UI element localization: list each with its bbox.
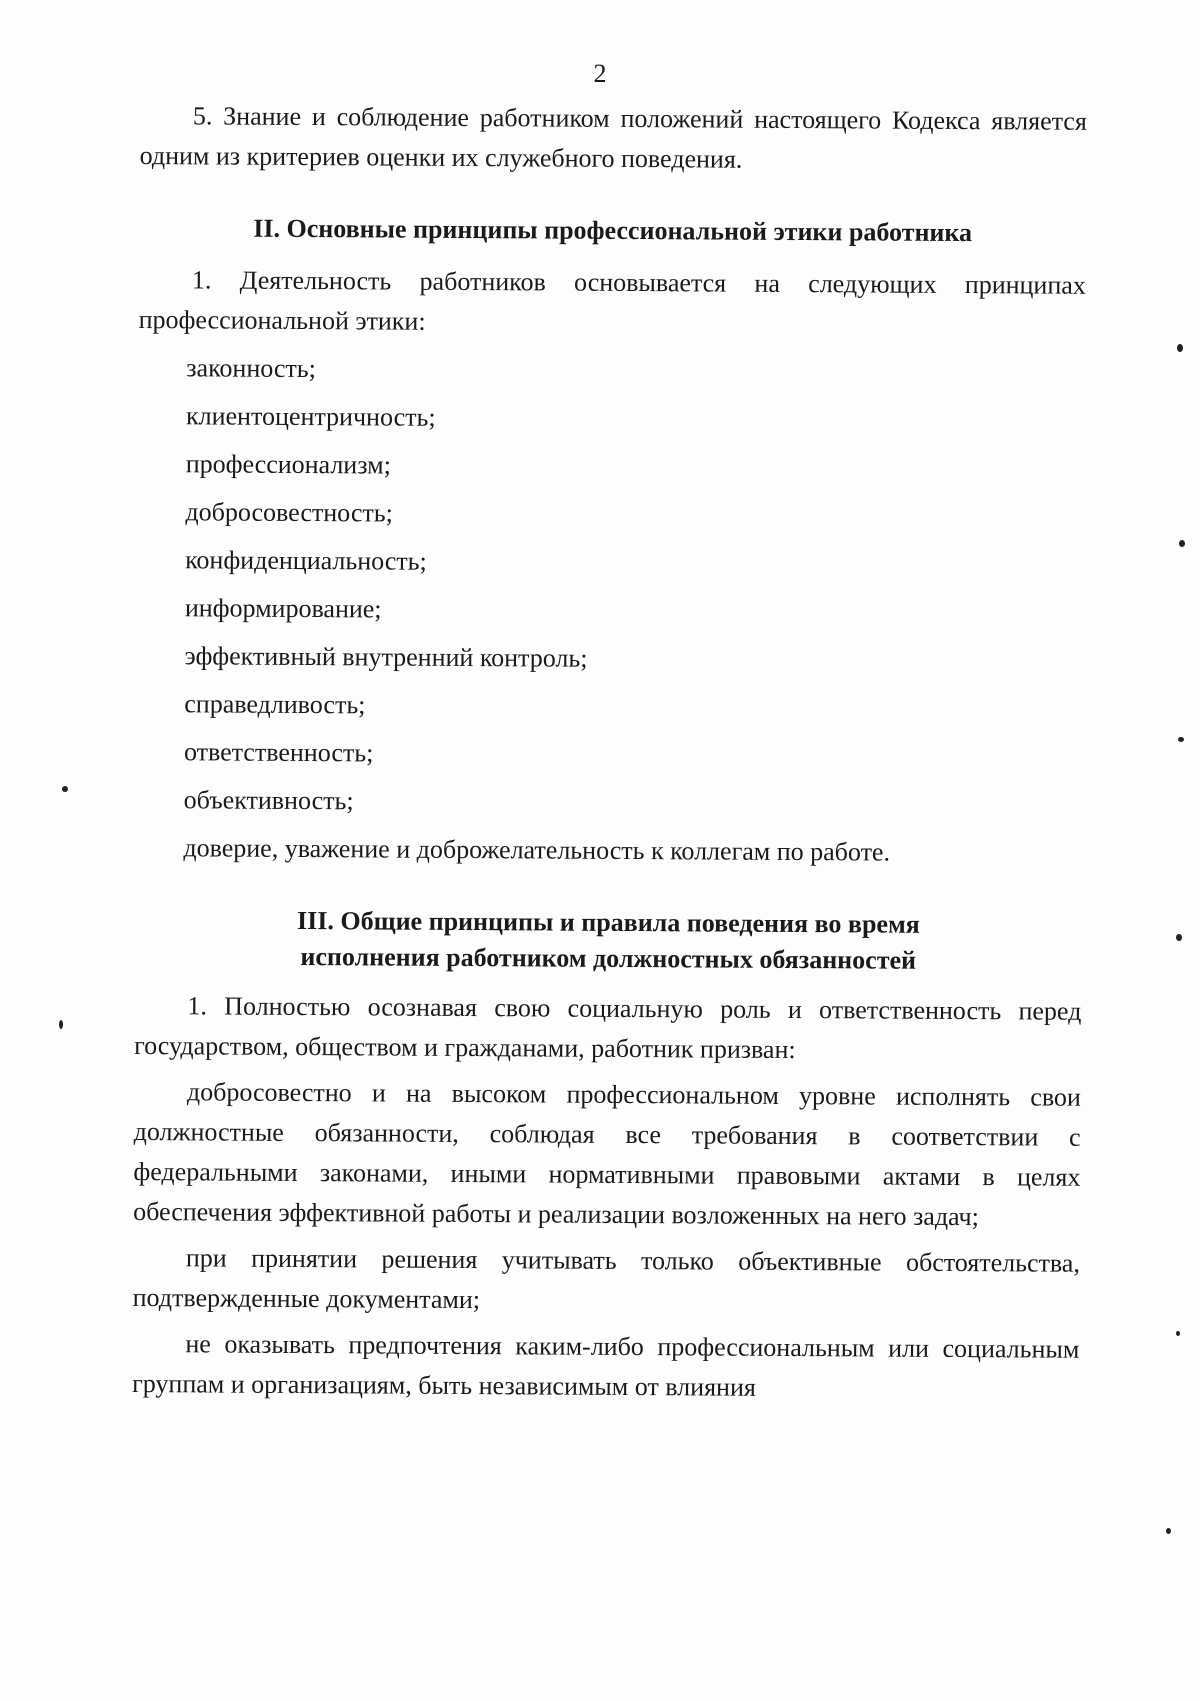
scan-speck (1166, 1528, 1171, 1534)
scan-speck (59, 1020, 63, 1029)
scan-speck (1179, 540, 1185, 547)
scan-speck (1177, 344, 1183, 352)
list-item: законность; (186, 353, 317, 384)
scan-speck (1176, 1331, 1180, 1336)
section-2-intro: 1. Деятельность работников основывается на следующих принципах профессиональной этики: (138, 265, 1086, 336)
list-item: объективность; (183, 785, 354, 816)
section-3-heading-line-1: III. Общие принципы и правила поведения во время (297, 905, 920, 939)
list-item: эффективный внутренний контроль; (184, 641, 588, 673)
section-3-heading-line-2: исполнения работником должностных обязанностей (300, 941, 917, 975)
section-3-intro: 1. Полностью осознавая свою социальную роль и ответственность перед государством, обществом и гражданами, работник призван: (134, 991, 1082, 1065)
scan-speck (62, 786, 68, 792)
list-item: доверие, уважение и доброжелательность к коллегам по работе. (183, 833, 891, 867)
principles-list (135, 344, 1085, 878)
list-item: профессионализм; (185, 449, 391, 480)
section-2-heading-block (139, 210, 1086, 252)
duty-paragraph: при принятии решения учитывать только объективные обстоятельства, подтвержденные документами; (132, 1243, 1080, 1315)
page-content (132, 96, 1087, 1416)
paragraph-5: 5. Знание и соблюдение работником положений настоящего Кодекса является одним из критериев оценки их служебного поведения. (139, 101, 1087, 174)
list-item: конфиденциальность; (185, 545, 427, 576)
section-2-heading: II. Основные принципы профессиональной этики работника (253, 213, 973, 248)
duty-paragraph: не оказывать предпочтения каким-либо профессиональным или социальным группам и организациям, быть независимым от влияния (132, 1329, 1080, 1402)
list-item: ответственность; (183, 737, 374, 768)
list-item: справедливость; (184, 689, 366, 720)
list-item: клиентоцентричность; (185, 401, 436, 432)
list-item: информирование; (184, 593, 382, 624)
page-number: 2 (593, 59, 607, 88)
scan-speck (1176, 934, 1182, 941)
scan-speck (1178, 737, 1184, 742)
list-item: добросовестность; (185, 497, 393, 528)
section-3-heading-block (135, 902, 1082, 980)
duty-paragraph: добросовестно и на высоком профессиональном уровне исполнять свои должностные обязанности, соблюдая все требования в соответствии с федеральными законами, иными нормативными правовыми актами в целях обеспечения эффективной работы и реализации возложенных на него задач; (133, 1077, 1081, 1232)
